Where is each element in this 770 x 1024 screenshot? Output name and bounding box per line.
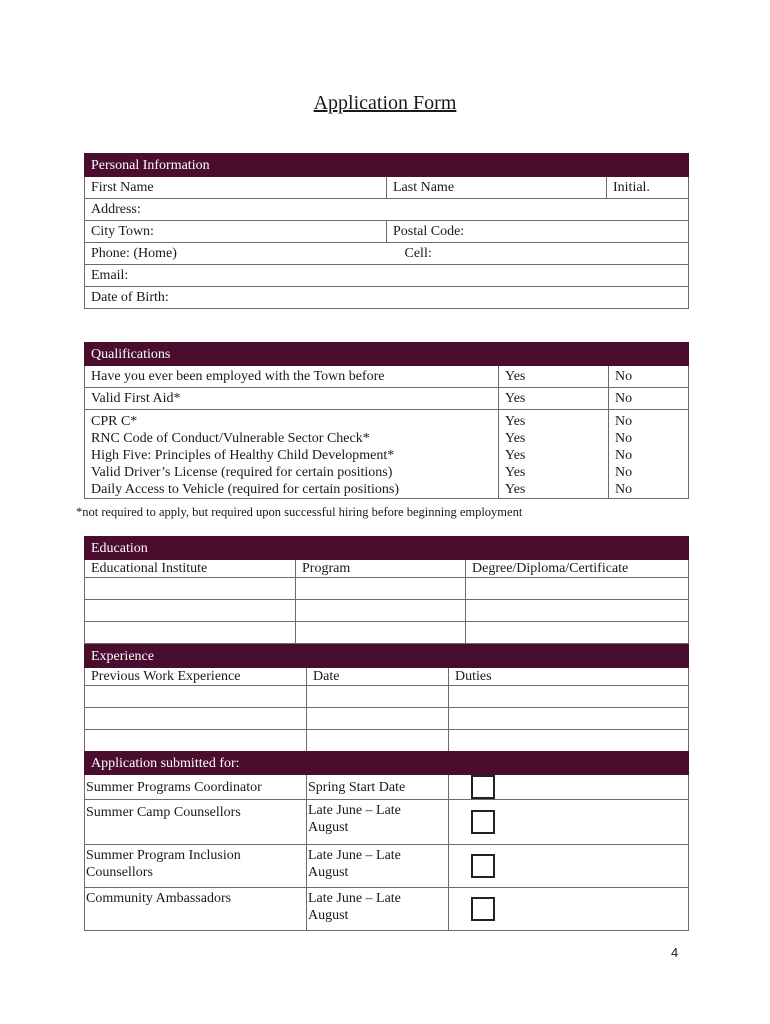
- experience-cell[interactable]: [307, 708, 449, 730]
- position-label: Summer Program Inclusion Counsellors: [85, 845, 307, 888]
- education-cell[interactable]: [85, 622, 296, 644]
- qualification-yes-option[interactable]: Yes: [499, 447, 609, 464]
- address-field[interactable]: Address:: [85, 199, 689, 221]
- experience-table: [84, 644, 689, 752]
- qualification-label: CPR C*: [85, 410, 499, 431]
- qualifications-header: Qualifications: [85, 343, 689, 366]
- qualification-no-option[interactable]: No: [609, 481, 689, 499]
- qualification-label: High Five: Principles of Healthy Child Development*: [85, 447, 499, 464]
- education-cell[interactable]: [466, 578, 689, 600]
- initial-field[interactable]: Initial.: [607, 177, 689, 199]
- experience-cell[interactable]: [307, 686, 449, 708]
- experience-work-column: Previous Work Experience: [85, 668, 307, 686]
- position-label: Summer Programs Coordinator: [85, 775, 307, 800]
- qualification-yes-option[interactable]: Yes: [499, 366, 609, 388]
- education-cell[interactable]: [296, 600, 466, 622]
- position-date: Late June – Late August: [307, 845, 449, 888]
- experience-cell[interactable]: [449, 686, 689, 708]
- qualification-label: Valid First Aid*: [85, 388, 499, 410]
- position-label: Summer Camp Counsellors: [85, 800, 307, 845]
- position-checkbox[interactable]: [471, 854, 495, 878]
- experience-cell[interactable]: [449, 730, 689, 752]
- education-cell[interactable]: [466, 600, 689, 622]
- education-cell[interactable]: [296, 578, 466, 600]
- experience-cell[interactable]: [85, 708, 307, 730]
- position-date: Late June – Late August: [307, 800, 449, 845]
- qualifications-footnote: *not required to apply, but required upon successful hiring before beginning employment: [76, 505, 523, 519]
- first-name-field[interactable]: First Name: [85, 177, 387, 199]
- position-checkbox[interactable]: [471, 775, 495, 799]
- qualification-no-option[interactable]: No: [609, 410, 689, 431]
- education-cell[interactable]: [85, 600, 296, 622]
- qualification-label: Valid Driver’s License (required for certain positions): [85, 464, 499, 481]
- education-header: Education: [85, 537, 689, 560]
- city-field[interactable]: City Town:: [85, 221, 387, 243]
- position-label: Community Ambassadors: [85, 888, 307, 931]
- position-checkbox[interactable]: [471, 897, 495, 921]
- experience-cell[interactable]: [85, 686, 307, 708]
- qualification-label: Have you ever been employed with the Town before: [85, 366, 499, 388]
- experience-header: Experience: [85, 645, 689, 668]
- experience-cell[interactable]: [307, 730, 449, 752]
- education-program-column: Program: [296, 560, 466, 578]
- position-date: Spring Start Date: [307, 775, 449, 800]
- qualification-yes-option[interactable]: Yes: [499, 388, 609, 410]
- qualification-no-option[interactable]: No: [609, 430, 689, 447]
- date-of-birth-field[interactable]: Date of Birth:: [85, 287, 689, 309]
- qualifications-table: [84, 342, 689, 499]
- education-table: [84, 536, 689, 644]
- last-name-field[interactable]: Last Name: [387, 177, 607, 199]
- qualification-yes-option[interactable]: Yes: [499, 430, 609, 447]
- education-cell[interactable]: [466, 622, 689, 644]
- position-checkbox[interactable]: [471, 810, 495, 834]
- qualification-label: RNC Code of Conduct/Vulnerable Sector Check*: [85, 430, 499, 447]
- experience-cell[interactable]: [85, 730, 307, 752]
- qualification-yes-option[interactable]: Yes: [499, 464, 609, 481]
- qualification-yes-option[interactable]: Yes: [499, 410, 609, 431]
- education-cell[interactable]: [85, 578, 296, 600]
- experience-date-column: Date: [307, 668, 449, 686]
- qualification-no-option[interactable]: No: [609, 464, 689, 481]
- postal-code-field[interactable]: Postal Code:: [387, 221, 689, 243]
- email-field[interactable]: Email:: [85, 265, 689, 287]
- personal-info-table: [84, 153, 689, 309]
- qualification-no-option[interactable]: No: [609, 388, 689, 410]
- education-degree-column: Degree/Diploma/Certificate: [466, 560, 689, 578]
- qualification-no-option[interactable]: No: [609, 447, 689, 464]
- application-header: Application submitted for:: [85, 752, 689, 775]
- experience-cell[interactable]: [449, 708, 689, 730]
- experience-duties-column: Duties: [449, 668, 689, 686]
- home-phone-field[interactable]: Phone: (Home): [85, 243, 387, 265]
- qualification-label: Daily Access to Vehicle (required for certain positions): [85, 481, 499, 499]
- personal-info-header: Personal Information: [85, 154, 689, 177]
- position-date: Late June – Late August: [307, 888, 449, 931]
- education-institute-column: Educational Institute: [85, 560, 296, 578]
- cell-field[interactable]: Cell:: [387, 243, 689, 265]
- education-cell[interactable]: [296, 622, 466, 644]
- qualification-yes-option[interactable]: Yes: [499, 481, 609, 499]
- page-number: 4: [671, 945, 679, 960]
- page-title: Application Form: [313, 92, 457, 114]
- application-table: [84, 751, 689, 931]
- qualification-no-option[interactable]: No: [609, 366, 689, 388]
